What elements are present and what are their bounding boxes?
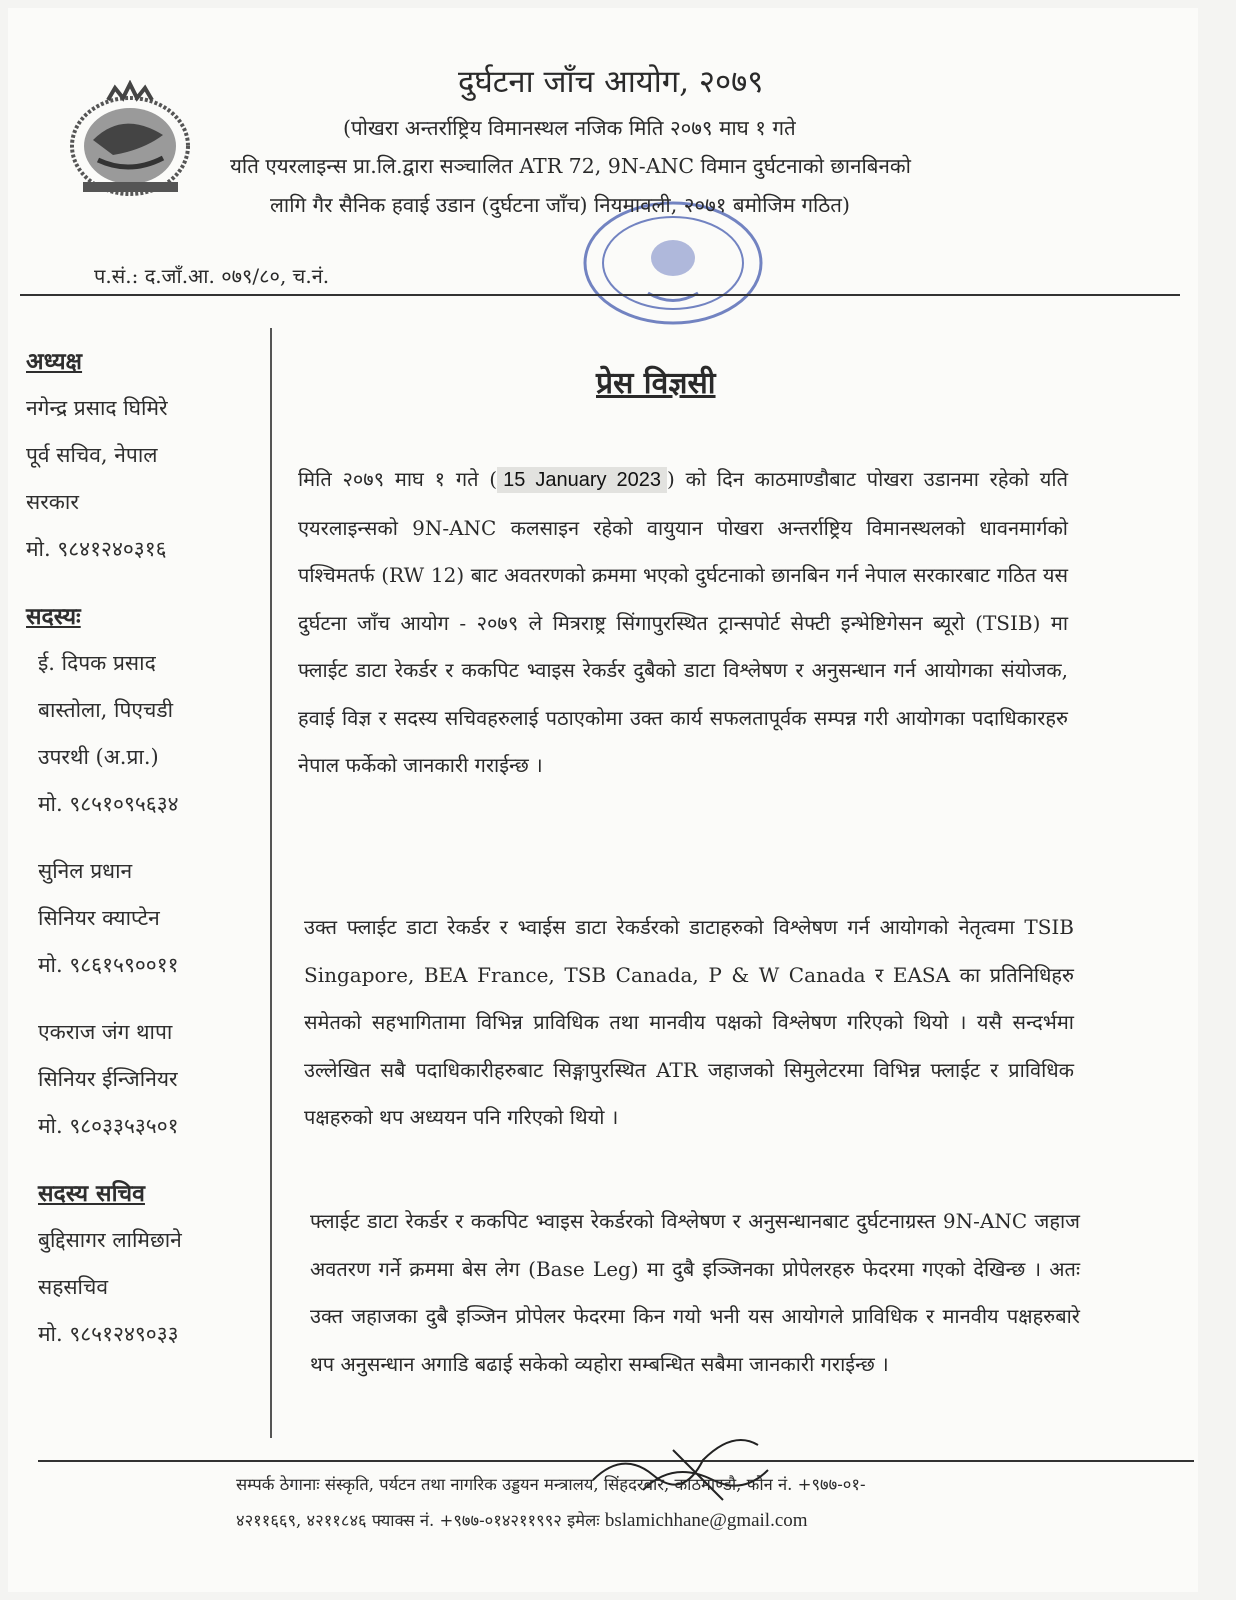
chair-title: पूर्व सचिव, नेपाल — [26, 443, 158, 467]
secretary-heading: सदस्य सचिव — [38, 1180, 145, 1207]
signature-icon — [583, 1420, 783, 1510]
member-1-title: उपरथी (अ.प्रा.) — [38, 745, 159, 769]
paragraph-1 — [298, 456, 1068, 790]
member-1-name-cont: बास्तोला, पिएचडी — [38, 698, 174, 722]
document-page — [8, 8, 1198, 1592]
paragraph-2: उक्त फ्लाईट डाटा रेकर्डर र भ्वाईस डाटा रेकर्डरको डाटाहरुको विश्लेषण गर्न आयोगको नेतृत्वमा TSIB Singapore, BEA France, TSB Canada, P & W Canada र EASA का प्रतिनिधिहरु समेतको सहभागितामा विभिन्न प्राविधिक तथा मानवीय पक्षको विश्लेषण गरिएको थियो । यसै सन्दर्भमा उल्लेखित सबै पदाधिकारीहरुबाट सिङ्गापुरस्थित ATR जहाजको सिमुलेटरमा विभिन्न फ्लाईट र प्राविधिक पक्षहरुको थप अध्ययन पनि गरिएको थियो । — [304, 915, 1074, 1129]
footer-email[interactable]: bslamichhane@gmail.com — [604, 1510, 808, 1531]
members-sidebar — [26, 338, 258, 1358]
footer-phone-fax: ४२११६६९, ४२११८४६ फ्याक्स नं. +९७७-०१४२११९९२ इमेलः — [236, 1511, 600, 1530]
member-1-name: ई. दिपक प्रसाद — [38, 651, 156, 675]
secretary-phone: मो. ९८५१२४९०३३ — [38, 1322, 179, 1346]
chair-title-cont: सरकार — [26, 490, 79, 514]
member-3-phone: मो. ९८०३३५३५०१ — [38, 1114, 179, 1138]
header-line-2: यति एयरलाइन्स प्रा.लि.द्वारा सञ्चालित ATR 72, 9N-ANC विमान दुर्घटनाको छानबिनको — [230, 154, 911, 178]
chair-name: नगेन्द्र प्रसाद घिमिरे — [26, 396, 168, 420]
header-line-1: (पोखरा अन्तर्राष्ट्रिय विमानस्थल नजिक मिति २०७९ माघ १ गते — [343, 116, 796, 140]
secretary-name: बुद्दिसागर लामिछाने — [38, 1228, 182, 1252]
paragraph-1-rest: ) को दिन काठमाण्डौबाट पोखरा उडानमा रहेको यति एयरलाइन्सको 9N-ANC कलसाइन रहेको वायुयान पोखरा अन्तर्राष्ट्रिय विमानस्थलको धावनमार्गको पश्चिमतर्फ (RW 12) बाट अवतरणको क्रममा भएको दुर्घटनाको छानबिन गर्न नेपाल सरकारबाट गठित यस दुर्घटना जाँच आयोग - २०७९ ले मित्रराष्ट्र सिंगापुरस्थित ट्रान्सपोर्ट सेफ्टी इन्भेष्टिगेसन ब्यूरो (TSIB) मा फ्लाईट डाटा रेकर्डर र ककपिट भ्वाइस रेकर्डर दुबैको डाटा विश्लेषण र अनुसन्धान गर्न आयोगका संयोजक, हवाई विज्ञ र सदस्य सचिवहरुलाई पठाएकोमा उक्त कार्य सफलतापूर्वक सम्पन्न गरी आयोगका पदाधिकारहरु नेपाल फर्केको जानकारी गराईन्छ । — [298, 467, 1068, 777]
member-1-phone: मो. ९८५१०९५६३४ — [38, 792, 179, 816]
commission-title: दुर्घटना जाँच आयोग, २०७९ — [458, 64, 764, 100]
nepal-emblem-icon — [63, 80, 198, 200]
member-3-title: सिनियर ईन्जिनियर — [38, 1067, 178, 1091]
footer-contact — [236, 1508, 1116, 1532]
members-heading: सदस्यः — [26, 603, 81, 630]
reference-number: प.सं.: द.जाँ.आ. ०७९/८०, च.नं. — [94, 264, 330, 288]
member-2-phone: मो. ९८६१५९००११ — [38, 953, 179, 977]
paragraph-1-start: मिति २०७९ माघ १ गते ( — [298, 467, 498, 491]
footer-address: सम्पर्क ठेगानाः संस्कृति, पर्यटन तथा नागरिक उड्डयन मन्त्रालय, सिंहदरबार, काठमाण्डौ, फोन नं. +९७७-०१- — [236, 1475, 866, 1494]
header-divider — [20, 294, 1180, 296]
member-2-title: सिनियर क्याप्टेन — [38, 906, 160, 930]
sidebar-divider — [270, 328, 272, 1438]
member-3-name: एकराज जंग थापा — [38, 1020, 173, 1044]
chair-phone: मो. ९८४१२४०३१६ — [26, 537, 167, 561]
date-annotation: 15 January 2023 — [497, 467, 667, 493]
header-line-3: लागि गैर सैनिक हवाई उडान (दुर्घटना जाँच) नियमावली, २०७१ बमोजिम गठित) — [270, 193, 850, 217]
chair-heading: अध्यक्ष — [26, 348, 83, 375]
member-2-name: सुनिल प्रधान — [38, 859, 133, 883]
paragraph-3: फ्लाईट डाटा रेकर्डर र ककपिट भ्वाइस रेकर्डरको विश्लेषण र अनुसन्धानबाट दुर्घटनाग्रस्त 9N-ANC जहाज अवतरण गर्ने क्रममा बेस लेग (Base Leg) मा दुबै इञ्जिनका प्रोपेलरहरु फेदरमा गएको देखिन्छ । अतः उक्त जहाजका दुबै इञ्जिन प्रोपेलर फेदरमा किन गयो भनी यस आयोगले प्राविधिक र मानवीय पक्षहरुबारे थप अनुसन्धान अगाडि बढाई सकेको व्यहोरा सम्बन्धित सबैमा जानकारी गराईन्छ । — [310, 1209, 1080, 1376]
secretary-title: सहसचिव — [38, 1275, 108, 1299]
press-release-title: प्रेस विज्ञसी — [596, 366, 716, 401]
